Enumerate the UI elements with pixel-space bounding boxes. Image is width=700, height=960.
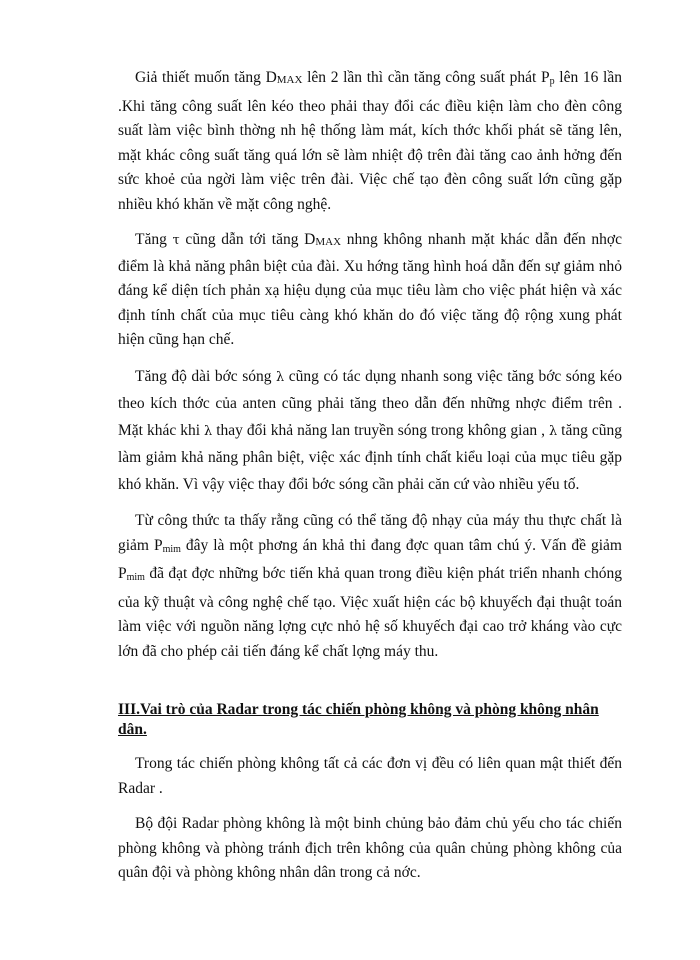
- tau-symbol: τ: [172, 233, 180, 248]
- lambda-symbol: λ: [276, 369, 285, 385]
- paragraph-wavelength: [118, 364, 622, 499]
- subscript-mim: mim: [162, 543, 181, 555]
- lambda-symbol: λ: [548, 423, 558, 439]
- text-run: đây là một phơng án khả thi đang đợc quan tâm chú ý. Vấn đề giảm P: [118, 536, 622, 582]
- paragraph-tau: [118, 228, 622, 353]
- lambda-symbol: λ: [204, 423, 213, 439]
- paragraph-sensitivity: [118, 509, 622, 664]
- paragraph-dmax-power: [118, 66, 622, 217]
- text-run: cũng dẫn tới tăng D: [179, 231, 316, 248]
- paragraph-radar-troops: Bộ đội Radar phòng không là một binh chủng bảo đảm chủ yếu cho tác chiến phòng không và phòng tránh địch trên không của quân chủng phòng không của quân đội và phòng không nhân dân trong cả nớc.: [118, 815, 622, 881]
- paragraph-radar-role: Trong tác chiến phòng không tất cả các đơn vị đều có liên quan mật thiết đến Radar .: [118, 755, 622, 797]
- text-run: lên 2 lần thì cần tăng công suất phát P: [302, 69, 550, 86]
- subscript-p: p: [549, 76, 555, 87]
- text-run: Tăng độ dài bớc sóng: [135, 367, 277, 385]
- text-run: nhng không nhanh mặt khác dẫn đến nhợc điểm là khả năng phân biệt của đài. Xu hớng tăng hình hoá dẫn đến sự giảm nhỏ đáng kể diện tích phản xạ hiệu dụng của mục tiêu làm cho việc phát hiện và xác định tính chất của mục tiêu càng khó khăn do đó việc tăng độ rộng xung phát hiện cũng hạn chế.: [118, 231, 622, 348]
- text-run: lên 16 lần .Khi tăng công suất lên kéo theo phải thay đổi các điều kiện làm cho đèn công suất làm việc bình thờng nh hệ thống làm mát, kích thớc khối phát sẽ tăng lên, mặt khác công suất tăng quá lớn sẽ làm nhiệt độ trên đài tăng cao ảnh hởng đến sức khoẻ của ngời làm việc trên đài. Việc chế tạo đèn công suất lớn cũng gặp nhiều khó khăn về mặt công nghệ.: [118, 69, 622, 213]
- text-run: Tăng: [135, 231, 173, 248]
- subscript-max: MAX: [315, 236, 342, 248]
- text-run: Giả thiết muốn tăng D: [135, 69, 277, 86]
- subscript-mim: mim: [126, 572, 145, 583]
- text-run: Từ công thức ta thấy rằng cũng có thể tăng độ nhạy của máy thu thực chất là giảm P: [118, 512, 622, 554]
- text-run: cũng có tác dụng nhanh song việc tăng bớc sóng kéo theo kích thớc của anten cũng phải tăng theo dẫn đến những nhợc điểm trên . Mặt khác khi: [118, 367, 622, 439]
- text-run: đã đạt đợc những bớc tiến khả quan trong điều kiện phát triển nhanh chóng của kỹ thuật và công nghệ chế tạo. Việc xuất hiện các bộ khuyếch đại thuật toán làm việc với nguồn năng lợng cực nhỏ hệ số khuyếch đại cao trở kháng vào cực lớn đã cho phép cải tiến đáng kể chất lợng máy thu.: [118, 565, 622, 660]
- document-page: [118, 66, 622, 897]
- section-heading: III.Vai trò của Radar trong tác chiến phòng không và phòng không nhân dân.: [118, 701, 599, 738]
- subscript-max: MAX: [276, 74, 303, 86]
- text-run: thay đổi khả năng lan truyền sóng trong không gian ,: [212, 421, 549, 439]
- text-run: tăng cũng làm giảm khả năng phân biệt, việc xác định tính chất kiểu loại của mục tiêu gặp khó khăn. Vì vậy việc thay đổi bớc sóng cần phải căn cứ vào nhiều yếu tố.: [118, 421, 622, 493]
